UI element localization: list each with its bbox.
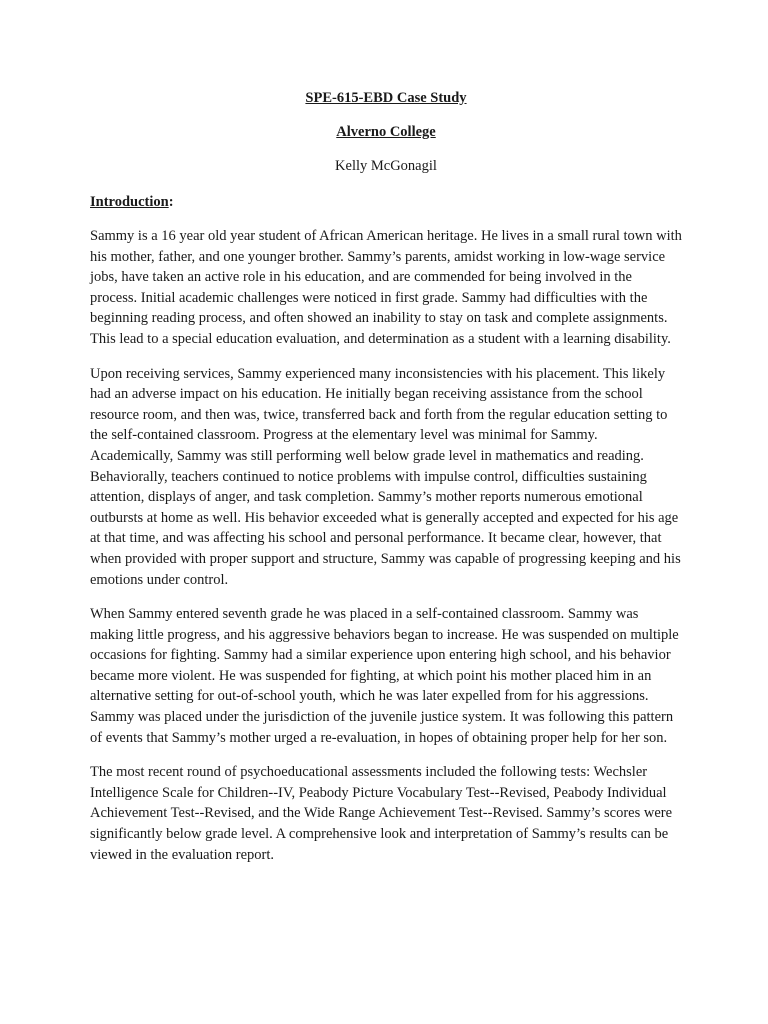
section-heading <box>90 192 682 212</box>
institution-name: Alverno College <box>336 124 436 140</box>
paragraph-4: The most recent round of psychoeducational assessments included the following tests: Wechsler Intelligence Scale for Children--IV, Peabody Picture Vocabulary Test--Revised, Peabody Individual Achievement Test--Revised, and the Wide Range Achievement Test--Revised. Sammy’s scores were significantly below grade level. A comprehensive look and interpretation of Sammy’s results can be viewed in the evaluation report. <box>90 764 673 863</box>
paragraph-1: Sammy is a 16 year old year student of African American heritage. He lives in a small rural town with his mother, father, and one younger brother. Sammy’s parents, amidst working in low-wage service jobs, have taken an active role in his education, and are commended for being involved in the process. Initial academic challenges were noticed in first grade. Sammy had difficulties with the beginning reading process, and often showed an inability to stay on task and complete assignments. This lead to a special education evaluation, and determination as a student with a learning disability. <box>90 228 682 347</box>
section-heading-text: Introduction <box>90 194 169 210</box>
paragraph-2: Upon receiving services, Sammy experienced many inconsistencies with his placement. This likely had an adverse impact on his education. He initially began receiving assistance from the school resource room, and then was, twice, transferred back and forth from the regular education setting to the self-contained classroom. Progress at the elementary level was minimal for Sammy. Academically, Sammy was still performing well below grade level in mathematics and reading. Behaviorally, teachers continued to notice problems with impulse control, difficulties sustaining attention, displays of anger, and task completion. Sammy’s mother reports numerous emotional outbursts at home as well. His behavior exceeded what is generally accepted and expected for his age at that time, and was affecting his school and personal performance. It became clear, however, that when provided with proper support and structure, Sammy was capable of progressing keeping and his emotions under control. <box>90 365 681 588</box>
author-name: Kelly McGonagil <box>335 158 437 174</box>
course-title: SPE-615-EBD Case Study <box>305 90 467 106</box>
paragraph-3: When Sammy entered seventh grade he was placed in a self-contained classroom. Sammy was making little progress, and his aggressive behaviors began to increase. He was suspended on multiple occasions for fighting. Sammy had a similar experience upon entering high school, and his behavior became more violent. He was suspended for fighting, at which point his mother placed him in an alternative setting for out-of-school youth, which he was later expelled from for his aggressions. Sammy was placed under the jurisdiction of the juvenile justice system. It was following this pattern of events that Sammy’s mother urged a re-evaluation, in hopes of obtaining proper help for her son. <box>90 606 679 746</box>
document-page <box>90 88 682 879</box>
section-heading-colon: : <box>168 194 174 210</box>
